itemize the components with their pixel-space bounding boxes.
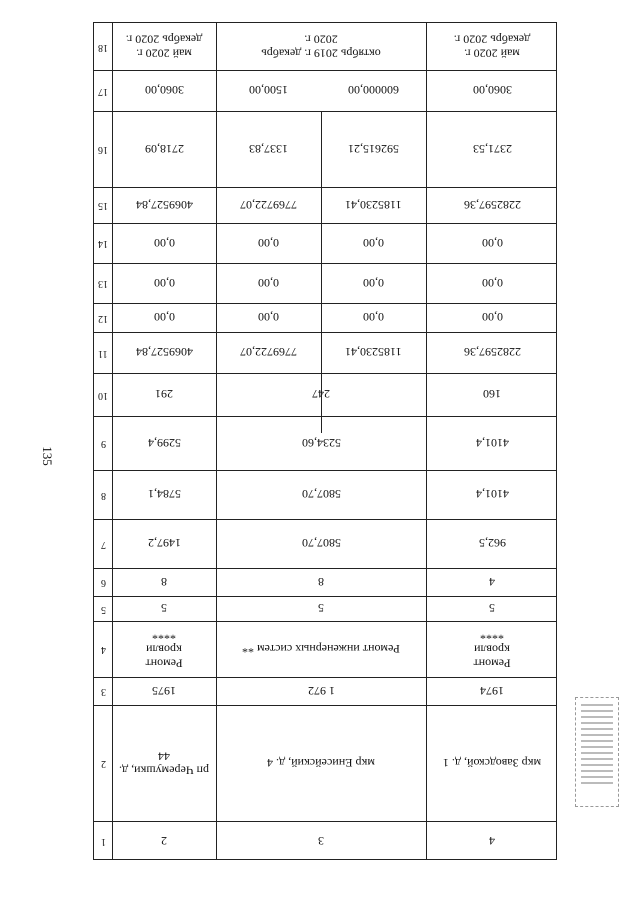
row2-c11: 4069527,84: [135, 345, 193, 360]
row3-c16b: 592615,21: [348, 142, 399, 157]
col-number: 16: [98, 143, 108, 155]
row3-c12b: 0,00: [363, 310, 384, 325]
row3-work: Ремонт инженерных систем **: [242, 642, 400, 657]
stamp-line: [581, 758, 613, 760]
row4-c14: 0,00: [481, 236, 503, 251]
row4-number: 4: [489, 834, 495, 849]
col-number: 1: [100, 835, 106, 847]
row3-year: 1 972: [307, 684, 335, 699]
row3-c8: 5807,70: [301, 487, 341, 502]
stamp-line: [581, 734, 613, 736]
page-number: 135: [40, 446, 55, 466]
row2-period: май 2020 г. декабрь 2020 г.: [125, 32, 203, 61]
col-number: 14: [98, 237, 108, 249]
col-number: 2: [100, 757, 106, 769]
row4-c6: 4: [489, 575, 495, 590]
col-number: 15: [98, 199, 108, 211]
stamp-line: [581, 722, 613, 724]
stamp-line: [581, 710, 613, 712]
row3-c12: 0,00: [258, 310, 279, 325]
col-number: 13: [98, 277, 108, 289]
stamp-line: [581, 752, 613, 754]
stamp-line: [581, 740, 613, 742]
repair-schedule-table: [93, 22, 557, 860]
row4-c13: 0,00: [481, 276, 503, 291]
stamp-line: [581, 764, 613, 766]
col-number: 7: [100, 538, 106, 550]
row2-year: 1975: [152, 684, 176, 699]
row3-c15b: 1185230,41: [345, 198, 402, 213]
col-number: 5: [100, 603, 106, 615]
row3-c17: 1500,00: [249, 83, 288, 98]
stamp-line: [581, 716, 613, 718]
col-number: 12: [98, 312, 108, 324]
row4-c10: 160: [483, 387, 501, 402]
row4-c12: 0,00: [481, 310, 503, 325]
row4-c5: 5: [489, 601, 495, 616]
row3-c13: 0,00: [258, 276, 279, 291]
row4-c17: 3060,00: [472, 83, 512, 98]
row2-address: рп Черемушки, д. 44: [118, 749, 210, 778]
row2-number: 2: [161, 834, 167, 849]
col-number: 4: [100, 643, 106, 655]
row3-c14: 0,00: [258, 236, 279, 251]
row2-c17: 3060,00: [144, 83, 184, 98]
col-number: 3: [100, 685, 106, 697]
row2-c6: 8: [161, 575, 167, 590]
stamp-line: [581, 776, 613, 778]
stamp-line: [581, 728, 613, 730]
row3-address: мкр Енисейский, д. 4: [267, 756, 375, 771]
row3-c13b: 0,00: [363, 276, 384, 291]
col-number: 10: [98, 389, 108, 401]
row2-work: Ремонт кровли ****: [145, 627, 183, 671]
row2-c15: 4069527,84: [135, 198, 193, 213]
row4-work: Ремонт кровли ****: [473, 627, 511, 671]
row2-c9: 5299,4: [147, 436, 181, 451]
row3-c17b: 600000,00: [348, 83, 399, 98]
row3-c5: 5: [318, 601, 324, 616]
row2-c12: 0,00: [153, 310, 175, 325]
row3-number: 3: [318, 834, 324, 849]
row3-c7: 5807,70: [301, 536, 341, 551]
row2-c16: 2718,09: [144, 142, 184, 157]
stamp-mark: [575, 697, 619, 807]
row2-c5: 5: [161, 601, 167, 616]
row3-c6: 8: [318, 575, 324, 590]
row4-c16: 2371,53: [472, 142, 512, 157]
row4-year: 1974: [480, 684, 504, 699]
col-number: 17: [98, 85, 108, 97]
row3-period: октябрь 2019 г. декабрь 2020 г.: [261, 32, 381, 61]
row2-c7: 1497,2: [147, 536, 181, 551]
row3-c11b: 1185230,41: [345, 345, 402, 360]
col-number: 8: [100, 489, 106, 501]
row4-c15: 2282597,36: [463, 198, 521, 213]
col-number: 18: [98, 41, 108, 53]
row4-c9: 4101,4: [475, 436, 509, 451]
row4-c7: 962,5: [478, 536, 506, 551]
row2-c8: 5784,1: [147, 487, 181, 502]
row3-c9: 5234,60: [301, 436, 341, 451]
col-number: 6: [100, 576, 106, 588]
col-number: 11: [98, 347, 108, 359]
row3-c16: 1337,83: [249, 142, 288, 157]
row3-c15: 7769722,07: [240, 198, 297, 213]
row2-c14: 0,00: [153, 236, 175, 251]
stamp-line: [581, 770, 613, 772]
stamp-line: [581, 782, 613, 784]
stamp-line: [581, 704, 613, 706]
row4-c11: 2282597,36: [463, 345, 521, 360]
col-number: 9: [100, 437, 106, 449]
row2-c10: 291: [155, 387, 173, 402]
row4-c8: 4101,4: [475, 487, 509, 502]
row4-address: мкр Заводской, д. 1: [442, 756, 542, 771]
row3-c10: 247: [312, 387, 330, 402]
row3-c14b: 0,00: [363, 236, 384, 251]
row4-period: май 2020 г. декабрь 2020 г.: [453, 32, 531, 61]
row2-c13: 0,00: [153, 276, 175, 291]
stamp-line: [581, 746, 613, 748]
row3-c11: 7769722,07: [240, 345, 297, 360]
